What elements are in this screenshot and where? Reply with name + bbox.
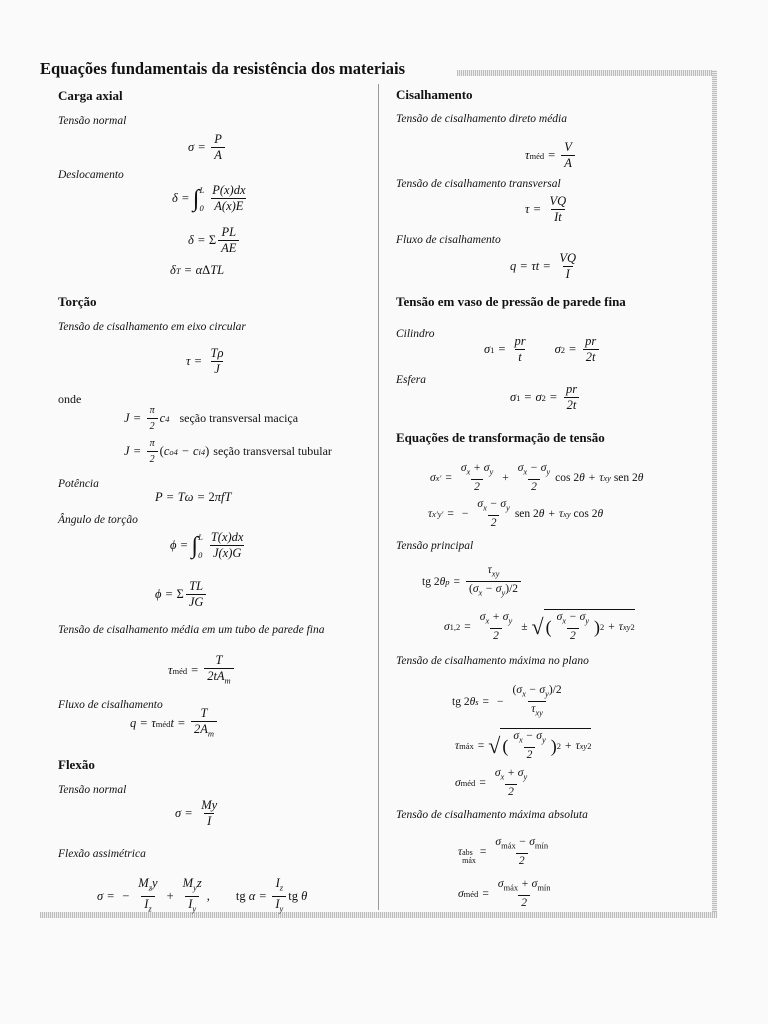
formula-thermal-displacement: δ T = α Δ TL [170, 263, 225, 277]
section-heading-torsion: Torção [58, 294, 97, 309]
formula-bending-stress: σ = $\frac{My}{I}$ [175, 798, 218, 828]
formula-polar-moment-solid: J = $\frac{\pi}{2}$ c 4 seção transversal maciça [124, 405, 299, 432]
label-normal-stress: Tensão normal [58, 115, 127, 127]
formula-displacement-sum: δ = Σ $\frac{PL}{AE}$ [188, 225, 241, 256]
section-heading-transformation: Equações de transformação de tensão [396, 430, 605, 445]
formula-principal-angle: tg 2 θ p = $\frac{\tau_{xy}}{(\sigma_x - \sigma_y)/2}$ [422, 563, 523, 601]
formula-abs-max-shear: τ abs máx = $\frac{\sigma_{máx} - \sigma_{mín}}{2}$ [458, 836, 549, 868]
formula-power: P = Tω = 2 πfT [155, 490, 232, 504]
formula-abs-avg-normal: σ méd = $\frac{\sigma_{máx} + \sigma_{mín}}{2}$ [458, 878, 551, 910]
formula-direct-shear: τ méd = $\frac{V}{A}$ [525, 140, 577, 171]
formula-sphere: σ 1 = σ 2 = $\frac{pr}{2t}$ [510, 382, 582, 413]
formula-twist-sum: ϕ = Σ $\frac{TL}{JG}$ [155, 579, 208, 610]
section-heading-shear: Cisalhamento [396, 87, 473, 102]
label-shear-circular: Tensão de cisalhamento em eixo circular [58, 321, 246, 333]
page-title: Equações fundamentais da resistência dos materiais [40, 59, 405, 78]
label-twist-angle: Ângulo de torção [58, 514, 138, 526]
formula-shear-flow: q = τt = $\frac{VQ}{I}$ [510, 251, 576, 281]
formula-thin-tube-shear: τ méd = $\frac{T}{2tA_m}$ [168, 653, 236, 689]
formula-max-shear-angle: tg 2 θ s = − $\frac{(\sigma_x - \sigma_y)/2}{\tau_{xy}}$ [452, 683, 567, 721]
right-border [712, 70, 717, 912]
section-heading-axial: Carga axial [58, 88, 123, 103]
formula-asymmetric-bending: σ = − $\frac{M_zy}{I_z}$ + $\frac{M_yz}{I_y}$ , tg α = $\frac{I_z}{I_y}$ tg θ [97, 876, 307, 916]
label-bending-normal-stress: Tensão normal [58, 784, 127, 796]
formula-displacement-integral: δ = ∫ L 0 $\frac{P(x)dx}{A(x)E}$ [172, 183, 246, 213]
formula-shear-transformation: τ x′y′ = − $\frac{\sigma_x - \sigma_y}{2}$ sen 2 θ + τ xy cos 2 θ [428, 498, 604, 530]
formula-twist-integral: ϕ = ∫ L 0 $\frac{T(x)dx}{J(x)G}$ [170, 530, 244, 560]
label-transverse-shear: Tensão de cisalhamento transversal [396, 178, 561, 190]
formula-max-shear: τ máx = √ ( $\frac{\sigma_x - \sigma_y}{2}$ ) 2 + τ xy 2 [455, 730, 592, 762]
formula-axial-stress: σ = $\frac{P}{A}$ [188, 132, 227, 163]
label-thin-tube: Tensão de cisalhamento média em um tubo de parede fina [58, 624, 325, 636]
column-divider [378, 84, 379, 910]
label-torsion-shear-flow: Fluxo de cisalhamento [58, 699, 163, 711]
label-sphere: Esfera [396, 374, 427, 386]
formula-avg-normal: σ méd = $\frac{\sigma_x + \sigma_y}{2}$ [455, 767, 528, 799]
formula-polar-moment-tube: J = $\frac{\pi}{2}$ ( c o 4 − c i 4 ) seção transversal tubular [124, 438, 332, 465]
formula-principal-stress: σ 1,2 = $\frac{\sigma_x + \sigma_y}{2}$ ± √ ( $\frac{\sigma_x - \sigma_y}{2}$ ) 2 + τ xy 2 [444, 610, 635, 643]
formula-normal-transformation: σ x′ = $\frac{\sigma_x + \sigma_y}{2}$ + $\frac{\sigma_x - \sigma_y}{2}$ cos 2 θ + τ xy sen 2 θ [430, 462, 644, 494]
label-principal-stress: Tensão principal [396, 540, 474, 552]
label-shear-flow: Fluxo de cisalhamento [396, 234, 501, 246]
section-heading-pressure-vessel: Tensão em vaso de pressão de parede fina [396, 294, 626, 309]
label-cylinder: Cilindro [396, 328, 435, 340]
label-direct-shear: Tensão de cisalhamento direto média [396, 113, 567, 125]
label-max-absolute: Tensão de cisalhamento máxima absoluta [396, 809, 588, 821]
formula-torsion-shear: τ = $\frac{T\rho}{J}$ [186, 346, 224, 376]
label-solid-section: seção transversal maciça [179, 411, 299, 425]
label-power: Potência [58, 478, 99, 490]
label-asymmetric: Flexão assimétrica [58, 848, 146, 860]
formula-cylinder: σ 1 = $\frac{pr}{t}$ σ 2 = $\frac{pr}{2t}$ [484, 334, 601, 365]
section-heading-bending: Flexão [58, 757, 95, 772]
formula-transverse-shear: τ = $\frac{VQ}{It}$ [525, 194, 567, 224]
label-displacement: Deslocamento [58, 169, 124, 181]
label-tubular-section: seção transversal tubular [213, 444, 332, 458]
title-rule [457, 70, 715, 76]
label-max-in-plane: Tensão de cisalhamento máxima no plano [396, 655, 589, 667]
formula-torsion-shear-flow: q = τ méd t = $\frac{T}{2A_m}$ [130, 706, 219, 742]
label-where: onde [58, 392, 82, 406]
